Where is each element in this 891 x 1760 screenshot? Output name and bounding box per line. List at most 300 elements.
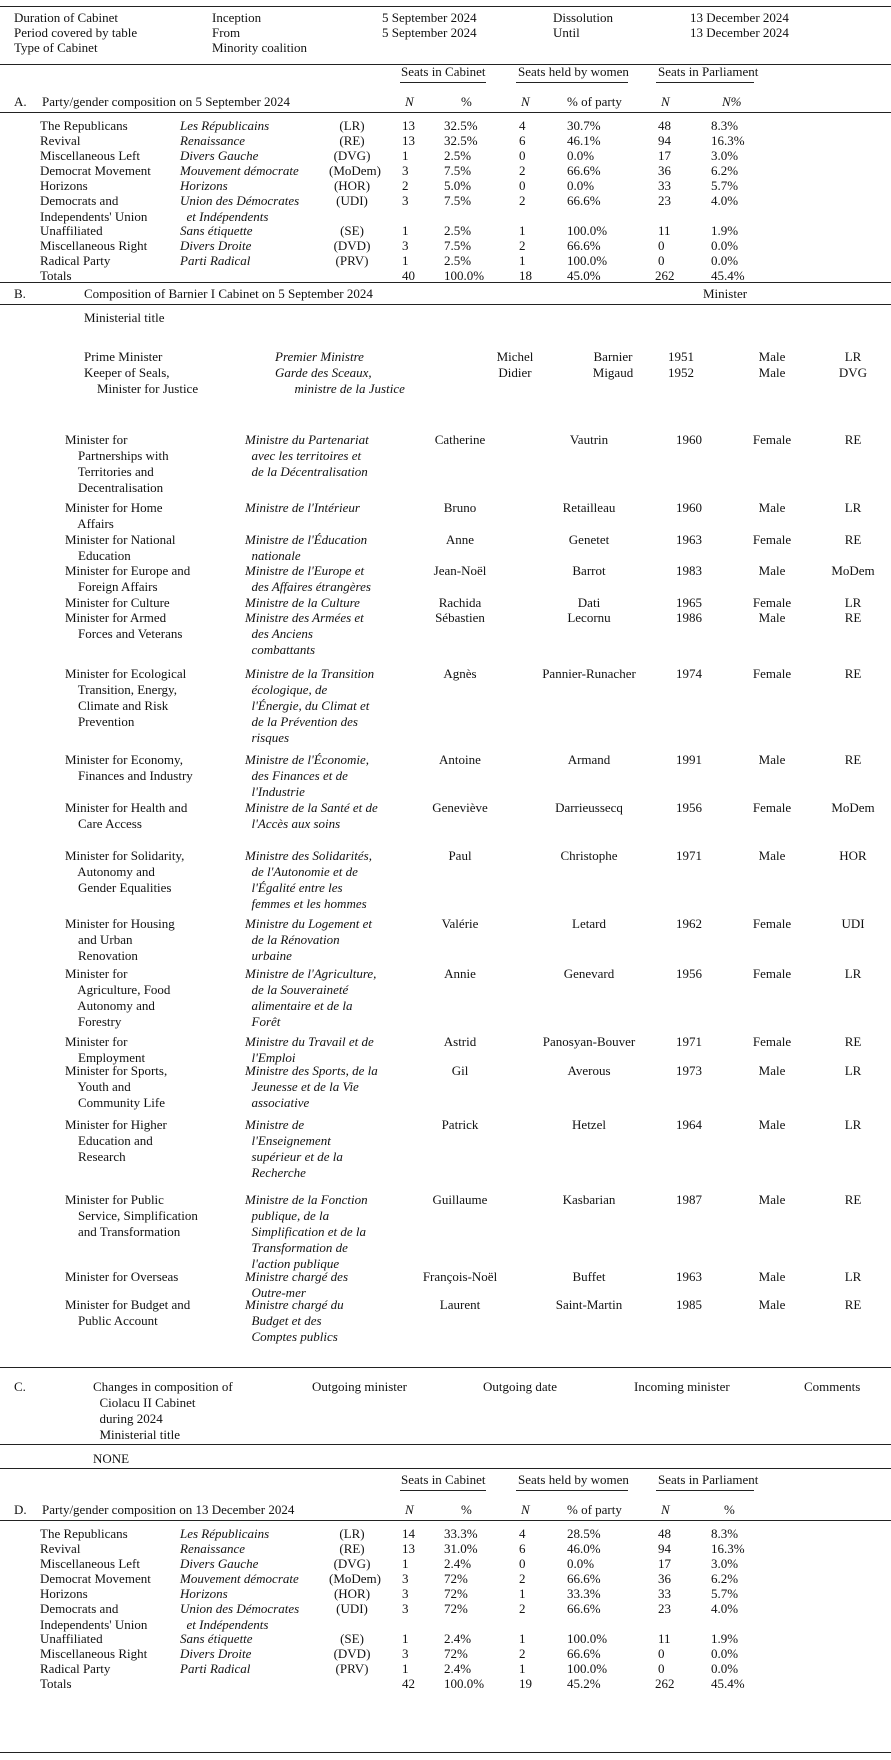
bottom-rule bbox=[0, 1752, 891, 1753]
cabinet-pct: 2.5% bbox=[444, 148, 472, 163]
minister-last-name: Christophe bbox=[560, 848, 618, 863]
minister-birth-year: 1971 bbox=[676, 1034, 702, 1049]
party-name: Radical Party bbox=[40, 253, 111, 268]
minister-gender: Female bbox=[752, 916, 792, 931]
party-name: Democrat Movement bbox=[40, 1571, 151, 1586]
women-pct: 100.0% bbox=[567, 223, 608, 238]
minister-party: HOR bbox=[839, 848, 867, 863]
minister-gender: Male bbox=[758, 563, 786, 578]
cabinet-seats: 1 bbox=[402, 1631, 409, 1646]
minister-first-name: Antoine bbox=[439, 752, 481, 767]
section-c-top-rule bbox=[0, 1367, 891, 1368]
cabinet-pct: 72% bbox=[444, 1646, 468, 1661]
minister-last-name: Kasbarian bbox=[562, 1192, 616, 1207]
cabinet-pct: 72% bbox=[444, 1586, 468, 1601]
cabinet-pct: 2.4% bbox=[444, 1631, 472, 1646]
col-n: N bbox=[661, 94, 670, 109]
section-c-header-rule bbox=[0, 1444, 891, 1445]
cabinet-pct: 2.5% bbox=[444, 223, 472, 238]
ministerial-title-fr: Ministre des Solidarités, de l'Autonomie et de l'Égalité entre les femmes et les hommes bbox=[245, 848, 372, 911]
ministerial-title-en: Minister for Housing and Urban Renovation bbox=[65, 916, 175, 963]
section-title: Composition of Barnier I Cabinet on 5 September 2024 bbox=[84, 286, 373, 301]
ministerial-title-en: Minister for Home Affairs bbox=[65, 500, 163, 531]
ministerial-title-fr: Ministre du Partenariat avec les territoires et de la Décentralisation bbox=[245, 432, 369, 479]
party-name-french: Parti Radical bbox=[180, 253, 251, 268]
ministerial-title-fr: Ministre de l'Économie, des Finances et de l'Industrie bbox=[245, 752, 369, 799]
party-name: Horizons bbox=[40, 1586, 88, 1601]
header-date: 5 September 2024 bbox=[382, 25, 477, 40]
minister-party: DVG bbox=[838, 365, 868, 380]
minister-first-name: Bruno bbox=[443, 500, 477, 515]
party-abbr: (LR) bbox=[339, 1526, 365, 1541]
party-name-french: Horizons bbox=[180, 1586, 228, 1601]
party-name: Democrat Movement bbox=[40, 163, 151, 178]
minister-party: RE bbox=[844, 1297, 862, 1312]
party-abbr: (DVG) bbox=[333, 148, 371, 163]
party-name: Miscellaneous Left bbox=[40, 148, 140, 163]
ministerial-title-en: Minister for Public Service, Simplification and Transformation bbox=[65, 1192, 198, 1239]
cabinet-seats: 1 bbox=[402, 223, 409, 238]
party-name-french: Divers Gauche bbox=[180, 148, 259, 163]
minister-birth-year: 1963 bbox=[676, 532, 702, 547]
party-abbr: (UDI) bbox=[336, 1601, 368, 1616]
party-name-french: Sans étiquette bbox=[180, 1631, 253, 1646]
minister-birth-year: 1956 bbox=[676, 800, 702, 815]
cabinet-seats: 3 bbox=[402, 1586, 409, 1601]
women-seats: 0 bbox=[519, 178, 526, 193]
women-pct: 66.6% bbox=[567, 163, 601, 178]
minister-birth-year: 1985 bbox=[676, 1297, 702, 1312]
parliament-pct: 0.0% bbox=[711, 253, 739, 268]
ministerial-title-fr: Ministre du Logement et de la Rénovation urbaine bbox=[245, 916, 372, 963]
parliament-seats: 11 bbox=[658, 1631, 671, 1646]
parliament-pct: 0.0% bbox=[711, 1661, 739, 1676]
cabinet-seats: 3 bbox=[402, 163, 409, 178]
women-seats: 0 bbox=[519, 148, 526, 163]
party-name: Unaffiliated bbox=[40, 223, 103, 238]
minister-gender: Male bbox=[758, 1269, 786, 1284]
party-name-french: Les Républicains bbox=[180, 1526, 270, 1541]
parliament-seats: 33 bbox=[658, 1586, 671, 1601]
header-label: Duration of Cabinet bbox=[14, 10, 118, 25]
parliament-pct: 5.7% bbox=[711, 178, 739, 193]
cabinet-seats: 3 bbox=[402, 1646, 409, 1661]
minister-first-name: Geneviève bbox=[432, 800, 488, 815]
minister-last-name: Genevard bbox=[563, 966, 615, 981]
minister-party: LR bbox=[844, 1117, 862, 1132]
minister-birth-year: 1962 bbox=[676, 916, 702, 931]
ministerial-title-en: Minister for Culture bbox=[65, 595, 170, 610]
cabinet-pct: 32.5% bbox=[444, 118, 478, 133]
party-name-french: Mouvement démocrate bbox=[180, 1571, 299, 1586]
minister-first-name: Patrick bbox=[441, 1117, 479, 1132]
parliament-seats: 0 bbox=[658, 253, 665, 268]
ministerial-title-fr: Ministre de l'Agriculture, de la Souveraineté alimentaire et de la Forêt bbox=[245, 966, 377, 1029]
parliament-pct: 8.3% bbox=[711, 118, 739, 133]
ministerial-title-en: Minister for National Education bbox=[65, 532, 176, 563]
women-pct: 100.0% bbox=[567, 253, 608, 268]
parliament-seats: 48 bbox=[658, 118, 671, 133]
women-pct: 66.6% bbox=[567, 238, 601, 253]
party-name-french: Divers Gauche bbox=[180, 1556, 259, 1571]
ministerial-title-fr: Garde des Sceaux, ministre de la Justice bbox=[275, 365, 405, 396]
header-key: Inception bbox=[212, 10, 262, 25]
minister-party: RE bbox=[844, 1192, 862, 1207]
minister-last-name: Lecornu bbox=[567, 610, 611, 625]
minister-first-name: Annie bbox=[444, 966, 476, 981]
party-abbr: (MoDem) bbox=[329, 1571, 381, 1586]
cabinet-pct: 32.5% bbox=[444, 133, 478, 148]
cabinet-seats: 14 bbox=[402, 1526, 415, 1541]
minister-birth-year: 1960 bbox=[676, 432, 702, 447]
women-pct: 46.0% bbox=[567, 1541, 601, 1556]
ministerial-title-en: Minister for Employment bbox=[65, 1034, 146, 1065]
parliament-seats: 94 bbox=[658, 133, 671, 148]
party-abbr: (PRV) bbox=[335, 253, 369, 268]
women-pct: 0.0% bbox=[567, 178, 595, 193]
parliament-header-rule bbox=[656, 1490, 754, 1491]
seats-women-header: Seats held by women bbox=[518, 1472, 629, 1487]
women-seats: 2 bbox=[519, 1646, 526, 1661]
party-name: Radical Party bbox=[40, 1661, 111, 1676]
party-abbr: (DVD) bbox=[333, 238, 371, 253]
parliament-pct: 4.0% bbox=[711, 193, 739, 208]
minister-first-name: Valérie bbox=[441, 916, 479, 931]
women-pct: 66.6% bbox=[567, 1601, 601, 1616]
minister-party: LR bbox=[844, 966, 862, 981]
party-name-french: Mouvement démocrate bbox=[180, 163, 299, 178]
cabinet-seats: 3 bbox=[402, 193, 409, 208]
parliament-seats: 0 bbox=[658, 1646, 665, 1661]
totals-women-pct: 45.0% bbox=[567, 268, 601, 283]
cabinet-pct: 72% bbox=[444, 1601, 468, 1616]
ministerial-title-en: Minister for Economy, Finances and Industry bbox=[65, 752, 193, 783]
section-c-bottom-rule bbox=[0, 1468, 891, 1469]
ministerial-title-en: Minister for Budget and Public Account bbox=[65, 1297, 191, 1328]
header-key: From bbox=[212, 25, 241, 40]
party-abbr: (SE) bbox=[340, 223, 364, 238]
cabinet-pct: 33.3% bbox=[444, 1526, 478, 1541]
seats-cabinet-header: Seats in Cabinet bbox=[401, 64, 486, 79]
totals-parliament-pct: 45.4% bbox=[711, 1676, 745, 1691]
minister-first-name: Anne bbox=[445, 532, 475, 547]
minister-party: LR bbox=[844, 500, 862, 515]
col-incoming-minister: Incoming minister bbox=[634, 1379, 730, 1394]
col-outgoing-date: Outgoing date bbox=[483, 1379, 558, 1394]
women-seats: 1 bbox=[519, 223, 526, 238]
section-letter: D. bbox=[14, 1502, 27, 1517]
women-seats: 1 bbox=[519, 1661, 526, 1676]
minister-birth-year: 1963 bbox=[676, 1269, 702, 1284]
ministerial-title-fr: Ministre chargé du Budget et des Comptes publics bbox=[245, 1297, 344, 1344]
cabinet-pct: 5.0% bbox=[444, 178, 472, 193]
cabinet-pct: 7.5% bbox=[444, 163, 472, 178]
minister-birth-year: 1983 bbox=[676, 563, 702, 578]
minister-party: RE bbox=[844, 610, 862, 625]
parliament-pct: 4.0% bbox=[711, 1601, 739, 1616]
minister-party: LR bbox=[844, 1269, 862, 1284]
women-pct: 30.7% bbox=[567, 118, 601, 133]
parliament-pct: 0.0% bbox=[711, 238, 739, 253]
minister-header: Minister bbox=[703, 286, 748, 301]
minister-gender: Male bbox=[758, 500, 786, 515]
totals-cabinet: 42 bbox=[402, 1676, 415, 1691]
ministerial-title-en: Minister for Solidarity, Autonomy and Gender Equalities bbox=[65, 848, 185, 895]
party-name: Revival bbox=[40, 1541, 81, 1556]
cabinet-seats: 1 bbox=[402, 1661, 409, 1676]
minister-party: LR bbox=[844, 595, 862, 610]
col-pct-party: % of party bbox=[567, 94, 622, 109]
minister-party: RE bbox=[844, 1034, 862, 1049]
party-name-french: Divers Droite bbox=[180, 238, 252, 253]
parliament-pct: 6.2% bbox=[711, 1571, 739, 1586]
section-letter: C. bbox=[14, 1379, 26, 1394]
ministerial-title-en: Minister for Higher Education and Research bbox=[65, 1117, 167, 1164]
cabinet-seats: 3 bbox=[402, 238, 409, 253]
parliament-pct: 8.3% bbox=[711, 1526, 739, 1541]
totals-women: 19 bbox=[519, 1676, 532, 1691]
minister-last-name: Migaud bbox=[592, 365, 634, 380]
party-abbr: (LR) bbox=[339, 118, 365, 133]
ministerial-title-en: Minister for Europe and Foreign Affairs bbox=[65, 563, 191, 594]
party-abbr: (HOR) bbox=[333, 178, 371, 193]
party-name-french: Renaissance bbox=[180, 1541, 245, 1556]
minister-gender: Male bbox=[758, 1192, 786, 1207]
parliament-pct: 1.9% bbox=[711, 1631, 739, 1646]
col-n: N bbox=[405, 1502, 414, 1517]
parliament-header-rule bbox=[656, 82, 754, 83]
cabinet-seats: 13 bbox=[402, 133, 415, 148]
minister-first-name: Rachida bbox=[438, 595, 482, 610]
women-header-rule bbox=[516, 1490, 628, 1491]
minister-first-name: Laurent bbox=[439, 1297, 481, 1312]
women-seats: 2 bbox=[519, 163, 526, 178]
minister-party: RE bbox=[844, 532, 862, 547]
seats-cabinet-header: Seats in Cabinet bbox=[401, 1472, 486, 1487]
minister-birth-year: 1973 bbox=[676, 1063, 702, 1078]
party-abbr: (DVG) bbox=[333, 1556, 371, 1571]
women-pct: 66.6% bbox=[567, 1646, 601, 1661]
women-pct: 28.5% bbox=[567, 1526, 601, 1541]
women-seats: 2 bbox=[519, 1601, 526, 1616]
minister-last-name: Dati bbox=[577, 595, 601, 610]
women-pct: 100.0% bbox=[567, 1661, 608, 1676]
section-title: Party/gender composition on 5 September 2024 bbox=[42, 94, 291, 109]
minister-party: RE bbox=[844, 752, 862, 767]
parliament-seats: 48 bbox=[658, 1526, 671, 1541]
table-header-rule bbox=[0, 1520, 891, 1521]
minister-last-name: Saint-Martin bbox=[555, 1297, 623, 1312]
minister-first-name: Guillaume bbox=[432, 1192, 488, 1207]
women-seats: 6 bbox=[519, 133, 526, 148]
women-pct: 0.0% bbox=[567, 1556, 595, 1571]
minister-gender: Female bbox=[752, 666, 792, 681]
col-n: N bbox=[405, 94, 414, 109]
totals-cabinet-pct: 100.0% bbox=[444, 1676, 485, 1691]
minister-party: MoDem bbox=[831, 563, 875, 578]
party-name: The Republicans bbox=[40, 118, 128, 133]
party-abbr: (RE) bbox=[339, 1541, 365, 1556]
parliament-pct: 16.3% bbox=[711, 1541, 745, 1556]
ministerial-title-en: Minister for Ecological Transition, Energy, Climate and Risk Prevention bbox=[65, 666, 187, 729]
parliament-seats: 94 bbox=[658, 1541, 671, 1556]
cabinet-seats: 1 bbox=[402, 253, 409, 268]
party-abbr: (HOR) bbox=[333, 1586, 371, 1601]
minister-first-name: François-Noël bbox=[422, 1269, 498, 1284]
minister-party: RE bbox=[844, 666, 862, 681]
col-n: N bbox=[521, 1502, 530, 1517]
totals-parliament: 262 bbox=[655, 1676, 675, 1691]
parliament-pct: 3.0% bbox=[711, 148, 739, 163]
minister-first-name: Jean-Noël bbox=[433, 563, 487, 578]
minister-gender: Male bbox=[758, 610, 786, 625]
minister-party: MoDem bbox=[831, 800, 875, 815]
minister-last-name: Letard bbox=[572, 916, 606, 931]
header-key: Until bbox=[553, 25, 580, 40]
cabinet-seats: 3 bbox=[402, 1601, 409, 1616]
section-title: Party/gender composition on 13 December 2024 bbox=[42, 1502, 295, 1517]
header-date: 13 December 2024 bbox=[690, 10, 789, 25]
parliament-pct: 6.2% bbox=[711, 163, 739, 178]
parliament-pct: 0.0% bbox=[711, 1646, 739, 1661]
minister-last-name: Armand bbox=[567, 752, 611, 767]
women-seats: 2 bbox=[519, 1571, 526, 1586]
women-pct: 33.3% bbox=[567, 1586, 601, 1601]
minister-birth-year: 1952 bbox=[668, 365, 694, 380]
women-pct: 0.0% bbox=[567, 148, 595, 163]
minister-first-name: Astrid bbox=[443, 1034, 477, 1049]
minister-last-name: Vautrin bbox=[569, 432, 609, 447]
totals-cabinet-pct: 100.0% bbox=[444, 268, 485, 283]
party-name-french: Divers Droite bbox=[180, 1646, 252, 1661]
minister-first-name: Catherine bbox=[434, 432, 486, 447]
cabinet-pct: 2.4% bbox=[444, 1556, 472, 1571]
cabinet-pct: 7.5% bbox=[444, 193, 472, 208]
women-seats: 4 bbox=[519, 1526, 526, 1541]
minister-last-name: Retailleau bbox=[562, 500, 616, 515]
totals-label: Totals bbox=[40, 268, 72, 283]
header-key: Minority coalition bbox=[212, 40, 307, 55]
seats-parliament-header: Seats in Parliament bbox=[658, 1472, 759, 1487]
parliament-pct: 16.3% bbox=[711, 133, 745, 148]
ministerial-title-fr: Ministre de la Culture bbox=[245, 595, 360, 610]
minister-birth-year: 1986 bbox=[676, 610, 702, 625]
party-name-french: Horizons bbox=[180, 178, 228, 193]
ministerial-title-fr: Premier Ministre bbox=[275, 349, 364, 364]
party-name: Miscellaneous Right bbox=[40, 238, 148, 253]
party-name: Democrats and Independents' Union bbox=[40, 193, 148, 224]
seats-parliament-header: Seats in Parliament bbox=[658, 64, 759, 79]
ministerial-title-fr: Ministre du Travail et de l'Emploi bbox=[245, 1034, 374, 1065]
minister-gender: Female bbox=[752, 595, 792, 610]
ministerial-title-en: Minister for Partnerships with Territories and Decentralisation bbox=[65, 432, 169, 495]
ministerial-title-en: Minister for Overseas bbox=[65, 1269, 179, 1284]
parliament-seats: 23 bbox=[658, 1601, 671, 1616]
ministerial-title-fr: Ministre de la Transition écologique, de l'Énergie, du Climat et de la Prévention des risques bbox=[245, 666, 375, 745]
minister-gender: Female bbox=[752, 432, 792, 447]
totals-parliament-pct: 45.4% bbox=[711, 268, 745, 283]
ministerial-title-fr: Ministre chargé des Outre-mer bbox=[245, 1269, 349, 1300]
minister-last-name: Barrot bbox=[572, 563, 606, 578]
cabinet-pct: 72% bbox=[444, 1571, 468, 1586]
party-name-french: Parti Radical bbox=[180, 1661, 251, 1676]
parliament-seats: 0 bbox=[658, 238, 665, 253]
minister-last-name: Darrieussecq bbox=[555, 800, 623, 815]
minister-birth-year: 1991 bbox=[676, 752, 702, 767]
ministerial-title-fr: Ministre de l'Éducation nationale bbox=[245, 532, 368, 563]
party-name: The Republicans bbox=[40, 1526, 128, 1541]
cabinet-header-rule bbox=[400, 1490, 486, 1491]
party-abbr: (PRV) bbox=[335, 1661, 369, 1676]
party-abbr: (UDI) bbox=[336, 193, 368, 208]
minister-gender: Female bbox=[752, 1034, 792, 1049]
women-seats: 4 bbox=[519, 118, 526, 133]
minister-birth-year: 1971 bbox=[676, 848, 702, 863]
women-seats: 6 bbox=[519, 1541, 526, 1556]
minister-first-name: Sébastien bbox=[435, 610, 485, 625]
cabinet-seats: 1 bbox=[402, 1556, 409, 1571]
minister-birth-year: 1974 bbox=[676, 666, 702, 681]
parliament-pct: 1.9% bbox=[711, 223, 739, 238]
minister-birth-year: 1965 bbox=[676, 595, 702, 610]
women-seats: 1 bbox=[519, 253, 526, 268]
women-seats: 1 bbox=[519, 1631, 526, 1646]
party-abbr: (DVD) bbox=[333, 1646, 371, 1661]
minister-party: LR bbox=[844, 1063, 862, 1078]
cabinet-seats: 3 bbox=[402, 1571, 409, 1586]
col-pct: N% bbox=[722, 94, 742, 109]
totals-women: 18 bbox=[519, 268, 532, 283]
cabinet-pct: 31.0% bbox=[444, 1541, 478, 1556]
cabinet-pct: 2.5% bbox=[444, 253, 472, 268]
minister-first-name: Michel bbox=[496, 349, 534, 364]
ministerial-title-fr: Ministre de l'Enseignement supérieur et de la Recherche bbox=[245, 1117, 343, 1180]
minister-birth-year: 1964 bbox=[676, 1117, 702, 1132]
top-rule bbox=[0, 6, 891, 7]
header-label: Period covered by table bbox=[14, 25, 138, 40]
parliament-pct: 5.7% bbox=[711, 1586, 739, 1601]
totals-label: Totals bbox=[40, 1676, 72, 1691]
minister-last-name: Genetet bbox=[568, 532, 610, 547]
minister-birth-year: 1987 bbox=[676, 1192, 702, 1207]
parliament-seats: 33 bbox=[658, 178, 671, 193]
parliament-seats: 36 bbox=[658, 163, 671, 178]
minister-first-name: Gil bbox=[451, 1063, 469, 1078]
minister-birth-year: 1951 bbox=[668, 349, 694, 364]
party-name-french: Les Républicains bbox=[180, 118, 270, 133]
women-pct: 46.1% bbox=[567, 133, 601, 148]
minister-last-name: Hetzel bbox=[572, 1117, 606, 1132]
minister-gender: Male bbox=[758, 1297, 786, 1312]
minister-gender: Female bbox=[752, 966, 792, 981]
ministerial-title-en: Keeper of Seals, Minister for Justice bbox=[84, 365, 199, 396]
changes-title: Changes in composition of Ciolacu II Cabinet during 2024 Ministerial title bbox=[93, 1379, 233, 1442]
col-pct: % bbox=[461, 1502, 472, 1517]
minister-last-name: Pannier-Runacher bbox=[542, 666, 636, 681]
cabinet-seats: 2 bbox=[402, 178, 409, 193]
party-name-french: Union des Démocrates et Indépendents bbox=[180, 1601, 300, 1632]
women-seats: 0 bbox=[519, 1556, 526, 1571]
women-seats: 2 bbox=[519, 193, 526, 208]
ministerial-title-header: Ministerial title bbox=[84, 310, 165, 325]
minister-first-name: Didier bbox=[498, 365, 532, 380]
minister-gender: Male bbox=[758, 365, 786, 380]
header-date: 13 December 2024 bbox=[690, 25, 789, 40]
col-outgoing-minister: Outgoing minister bbox=[312, 1379, 407, 1394]
party-name: Unaffiliated bbox=[40, 1631, 103, 1646]
totals-parliament: 262 bbox=[655, 268, 675, 283]
seats-women-header: Seats held by women bbox=[518, 64, 629, 79]
